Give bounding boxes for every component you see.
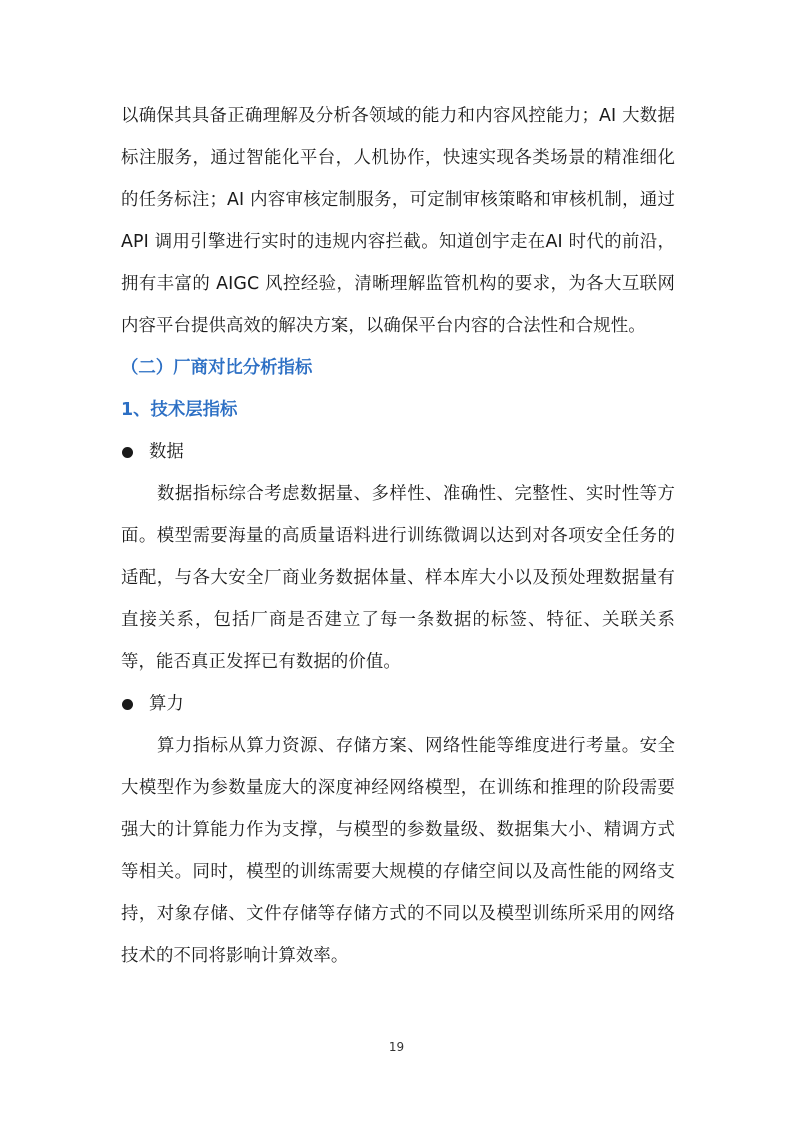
document-body	[121, 95, 675, 977]
section-heading: （二）厂商对比分析指标	[121, 358, 313, 378]
bullet-item-data	[121, 431, 675, 473]
bullet-label-compute: 算力	[149, 694, 184, 714]
paragraph-intro-continued: 以确保其具备正确理解及分析各领域的能力和内容风控能力；AI 大数据标注服务，通过智能化平台，人机协作，快速实现各类场景的精准细化的任务标注；AI 内容审核定制服务，可定制审核策略和审核机制，通过 API 调用引擎进行实时的违规内容拦截。知道创宇走在AI 时代的前沿，拥有丰富的 AIGC 风控经验，清晰理解监管机构的要求，为各大互联网内容平台提供高效的解决方案，以确保平台内容的合法性和合规性。	[121, 106, 675, 336]
bullet-dot-icon	[122, 699, 133, 710]
paragraph-data-metrics: 数据指标综合考虑数据量、多样性、准确性、完整性、实时性等方面。模型需要海量的高质量语料进行训练微调以达到对各项安全任务的适配，与各大安全厂商业务数据体量、样本库大小以及预处理数据量有直接关系，包括厂商是否建立了每一条数据的标签、特征、关联关系等，能否真正发挥已有数据的价值。	[121, 484, 675, 672]
bullet-label-data: 数据	[149, 442, 184, 462]
bullet-item-compute	[121, 683, 675, 725]
paragraph-compute-metrics: 算力指标从算力资源、存储方案、网络性能等维度进行考量。安全大模型作为参数量庞大的深度神经网络模型，在训练和推理的阶段需要强大的计算能力作为支撑，与模型的参数量级、数据集大小、精调方式等相关。同时，模型的训练需要大规模的存储空间以及高性能的网络支持，对象存储、文件存储等存储方式的不同以及模型训练所采用的网络技术的不同将影响计算效率。	[121, 736, 675, 966]
bullet-dot-icon	[122, 447, 133, 458]
sub-heading: 1、技术层指标	[121, 400, 238, 420]
page-number: 19	[388, 1040, 405, 1054]
